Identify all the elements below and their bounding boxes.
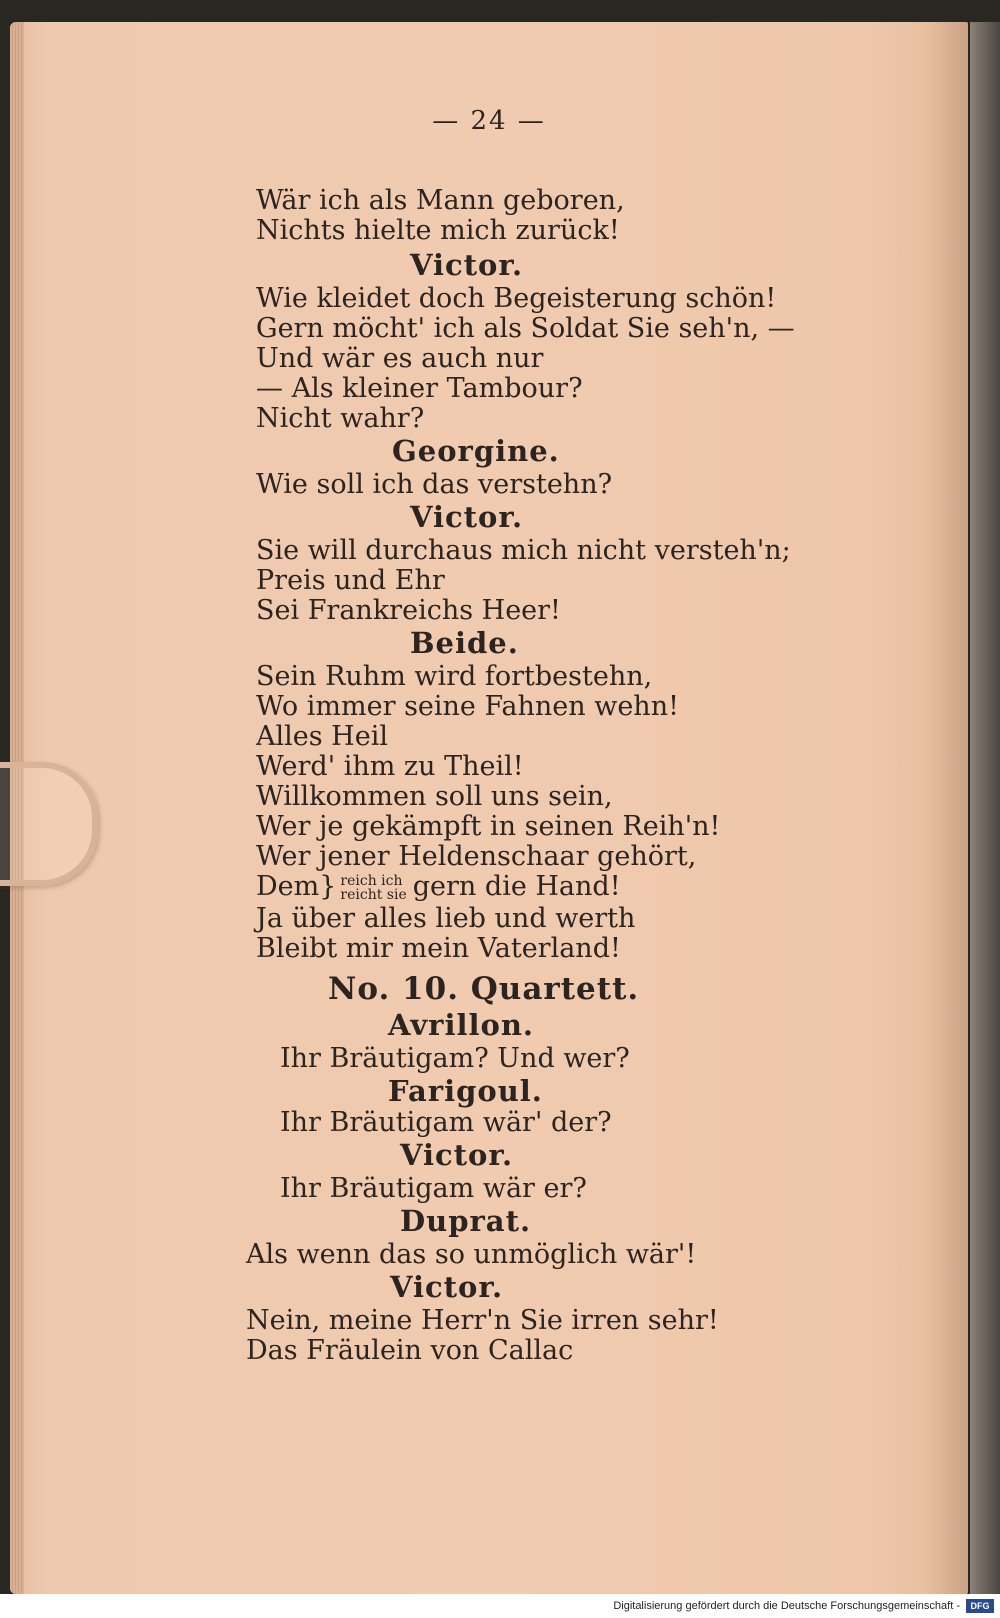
footer-bar <box>0 1594 1000 1618</box>
footer-text: Digitalisierung gefördert durch die Deutsche Forschungsgemeinschaft - <box>613 1600 960 1612</box>
text-line: Bleibt mir mein Vaterland! <box>256 933 621 964</box>
text-line: — Als kleiner Tambour? <box>256 373 583 404</box>
text-line: Wer je gekämpft in seinen Reih'n! <box>256 811 721 842</box>
text-line: Und wär es auch nur <box>256 343 544 374</box>
brace-line <box>256 872 621 902</box>
brace-tail: gern die Hand! <box>412 871 621 902</box>
text-line: Ihr Bräutigam wär er? <box>280 1173 587 1204</box>
text-line: Sei Frankreichs Heer! <box>256 595 561 626</box>
text-line: Gern möcht' ich als Soldat Sie seh'n, — <box>256 313 795 344</box>
text-line: Werd' ihm zu Theil! <box>256 751 524 782</box>
text-line: Ihr Bräutigam? Und wer? <box>280 1043 630 1074</box>
brace-option-2: reicht sie <box>340 886 407 903</box>
text-line: Wär ich als Mann geboren, <box>256 185 625 216</box>
section-heading: No. 10. Quartett. <box>328 971 640 1007</box>
text-line: Willkommen soll uns sein, <box>256 781 613 812</box>
text-line: Preis und Ehr <box>256 565 445 596</box>
brace-options <box>340 874 406 902</box>
speaker-label: Farigoul. <box>388 1074 543 1108</box>
text-line: Ja über alles lieb und werth <box>256 903 636 934</box>
page-number: — 24 — <box>432 106 546 136</box>
text-line: Sein Ruhm wird fortbestehn, <box>256 661 653 692</box>
text-line: Wo immer seine Fahnen wehn! <box>256 691 679 722</box>
speaker-label: Victor. <box>410 248 524 282</box>
speaker-label: Victor. <box>390 1270 504 1304</box>
book-page <box>10 22 968 1594</box>
page-text <box>10 22 968 1594</box>
text-line: Sie will durchaus mich nicht versteh'n; <box>256 535 791 566</box>
speaker-label: Duprat. <box>400 1204 532 1238</box>
book-spine-edge <box>970 22 1000 1594</box>
dfg-logo: DFG <box>966 1599 994 1613</box>
text-line: Nichts hielte mich zurück! <box>256 215 620 246</box>
text-line: Als wenn das so unmöglich wär'! <box>246 1239 697 1270</box>
speaker-label: Victor. <box>400 1138 514 1172</box>
speaker-label: Victor. <box>410 500 524 534</box>
text-line: Alles Heil <box>256 721 388 752</box>
speaker-label: Beide. <box>410 626 519 660</box>
brace-option-1: reich ich <box>340 872 403 889</box>
text-line: Das Fräulein von Callac <box>246 1335 574 1366</box>
speaker-label: Avrillon. <box>388 1008 535 1042</box>
brace-lead: Dem <box>256 871 320 902</box>
text-line: Wie soll ich das verstehn? <box>256 469 613 500</box>
text-line: Wie kleidet doch Begeisterung schön! <box>256 283 777 314</box>
text-line: Nicht wahr? <box>256 403 425 434</box>
text-line: Wer jener Heldenschaar gehört, <box>256 841 697 872</box>
text-line: Nein, meine Herr'n Sie irren sehr! <box>246 1305 719 1336</box>
text-line: Ihr Bräutigam wär' der? <box>280 1107 612 1138</box>
speaker-label: Georgine. <box>392 434 560 468</box>
brace-glyph: } <box>319 871 337 902</box>
